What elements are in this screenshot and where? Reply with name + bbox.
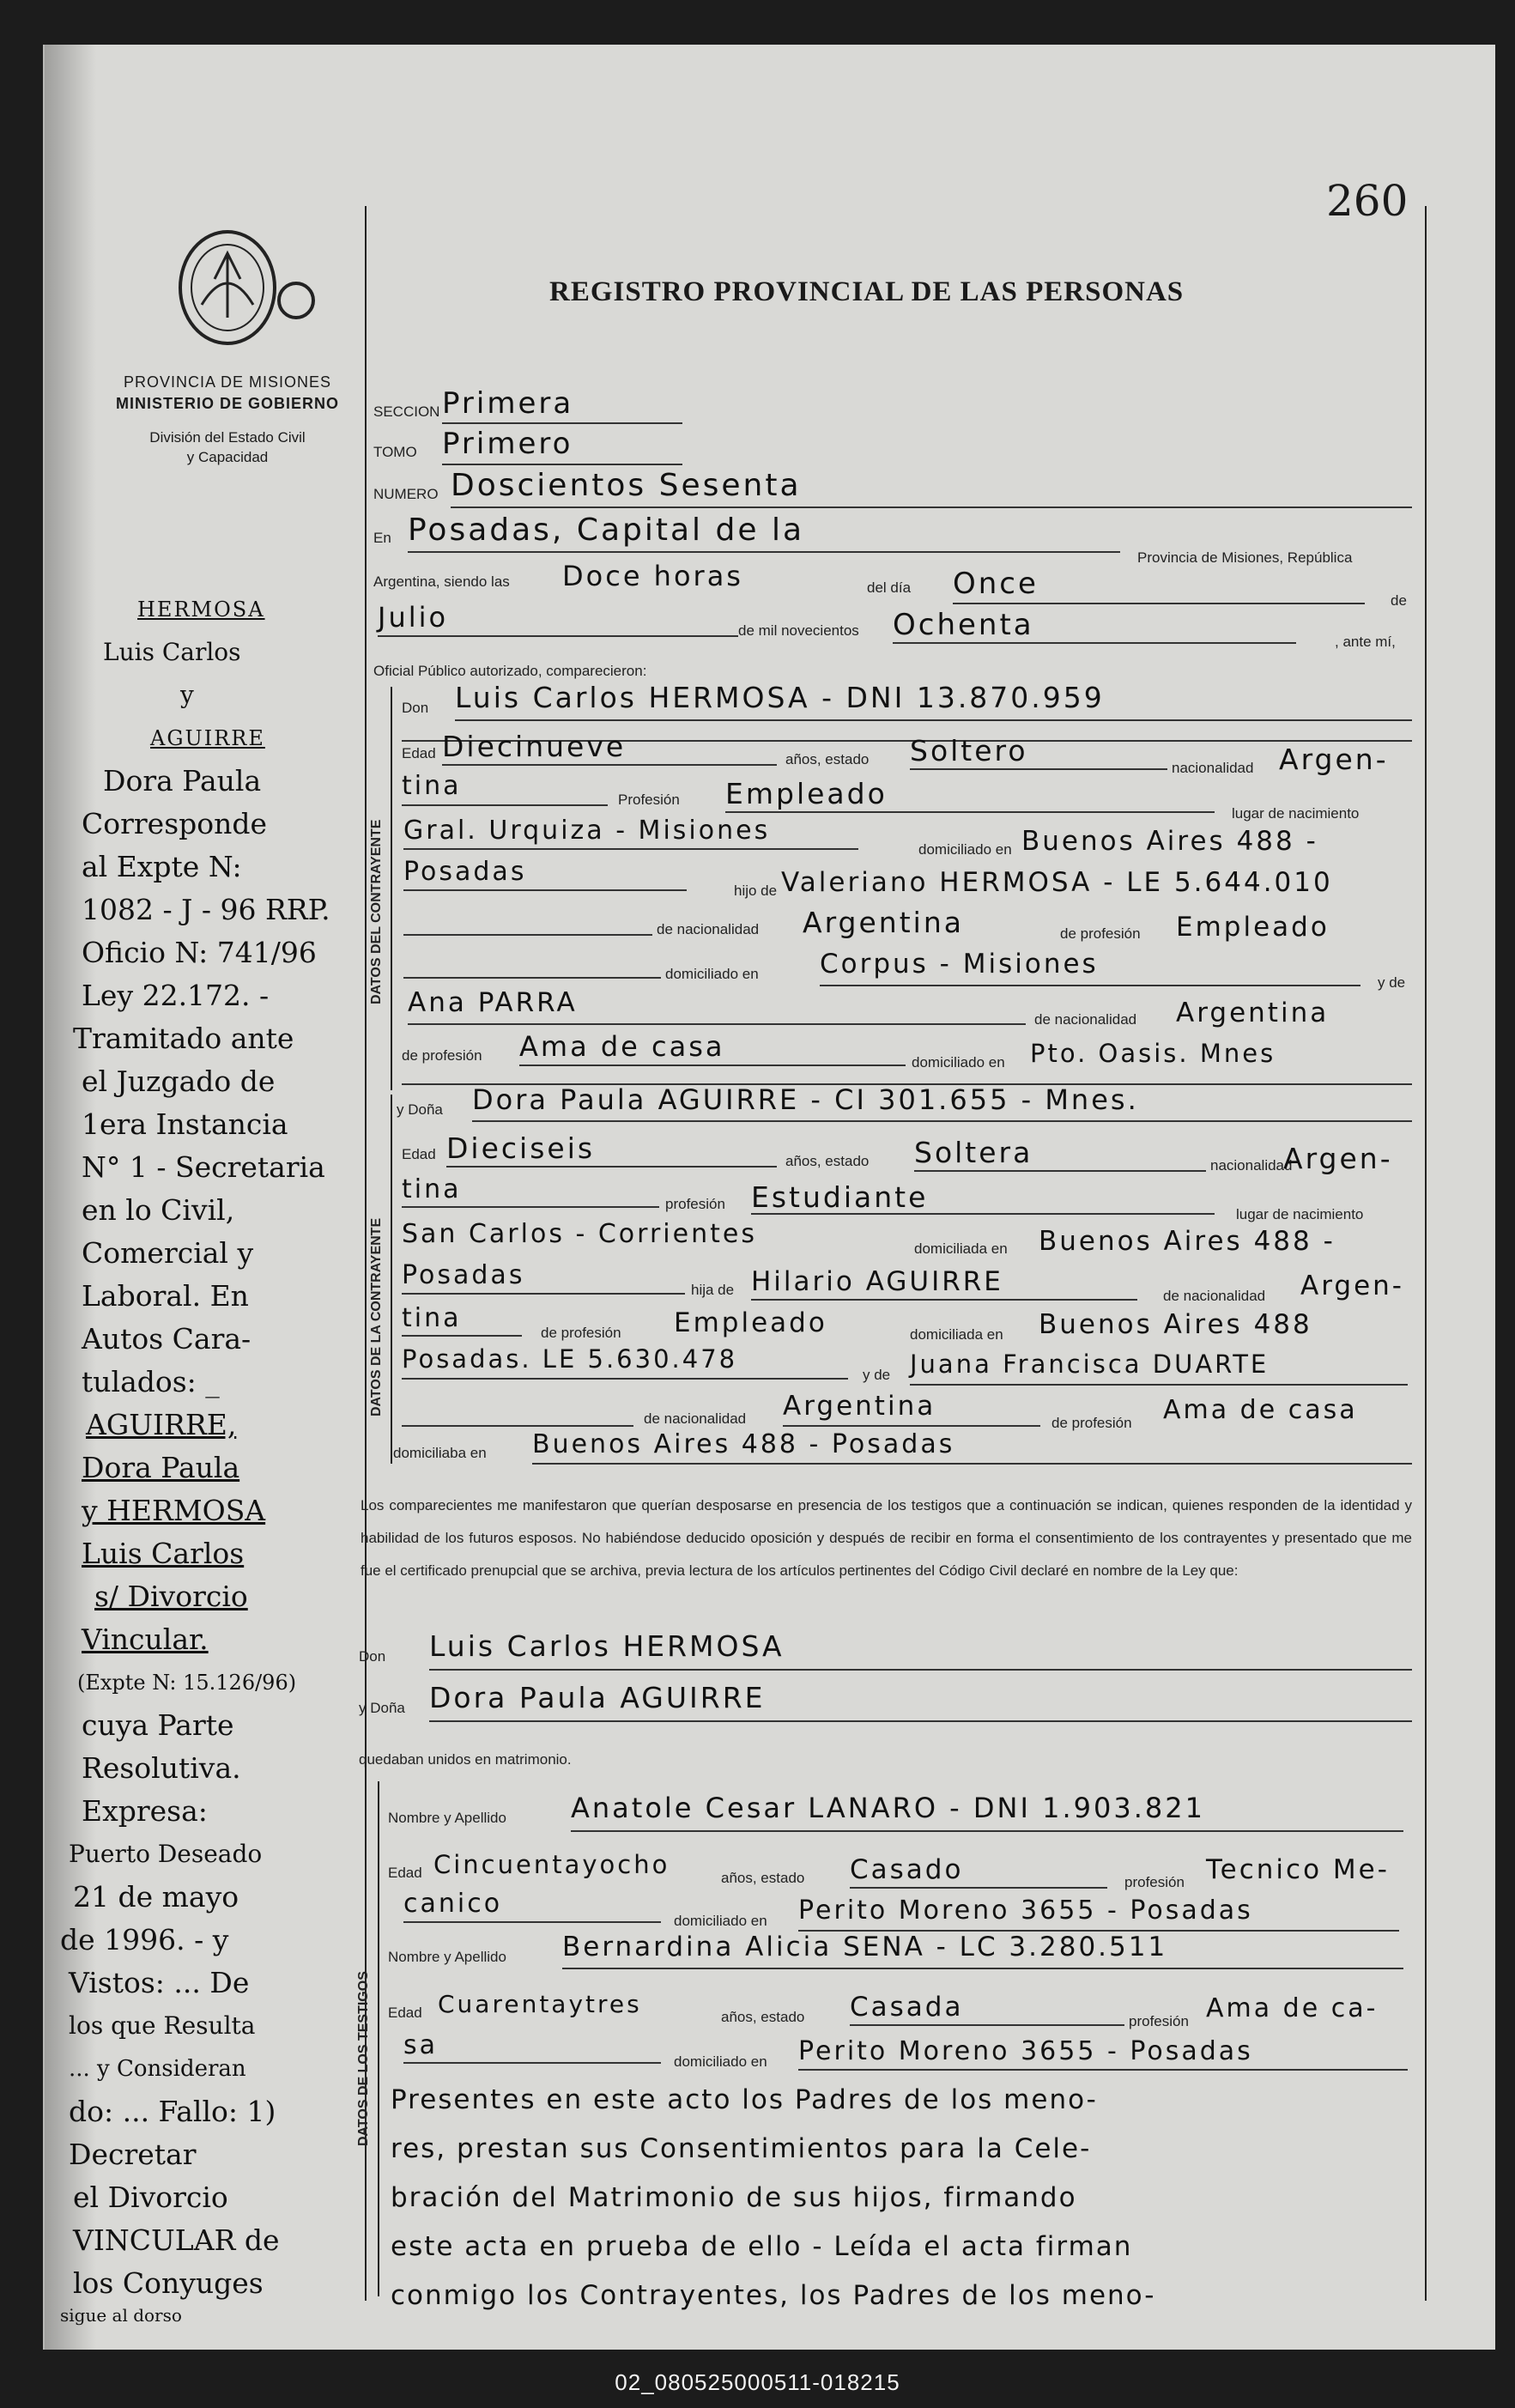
rule: [403, 977, 661, 979]
label-de-profesion-2: de profesión: [402, 1047, 482, 1064]
bride-madre-prof: Ama de casa: [1163, 1395, 1358, 1425]
margin-line: do: ... Fallo: 1): [69, 2095, 276, 2128]
bride-nacionalidad-2: tina: [402, 1174, 462, 1204]
value-mes: Julio: [378, 601, 449, 634]
groom-edad: Diecinueve: [442, 730, 627, 763]
bride-lugar: San Carlos - Corrientes: [402, 1219, 757, 1249]
label-anos-estado: años, estado: [785, 751, 870, 767]
margin-line: 1082 - J - 96 RRP.: [82, 893, 330, 926]
rule: [953, 603, 1365, 604]
label-domiciliaba: domiciliaba en: [393, 1445, 487, 1461]
rule: [850, 1887, 1107, 1889]
witness1-profesion: Tecnico Me-: [1206, 1854, 1390, 1885]
value-dia: Once: [953, 567, 1039, 601]
label-domiciliado-w1: domiciliado en: [674, 1913, 767, 1929]
witness2-name: Bernardina Alicia SENA - LC 3.280.511: [562, 1932, 1168, 1962]
rule: [442, 464, 682, 465]
dona-final: Dora Paula AGUIRRE: [429, 1681, 766, 1714]
margin-line: Dora Paula: [103, 764, 262, 798]
margin-line: Tramitado ante: [73, 1022, 294, 1055]
side-label-la-contrayente: DATOS DE LA CONTRAYENTE: [369, 1217, 384, 1416]
value-tomo: Primero: [442, 427, 573, 461]
label-hijo-de: hijo de: [734, 883, 778, 899]
label-numero: NUMERO: [373, 486, 439, 502]
rule: [914, 1170, 1206, 1172]
label-provincia: Provincia de Misiones, República: [1137, 549, 1353, 566]
margin-line: Expresa:: [82, 1794, 208, 1828]
label-argentina: Argentina, siendo las: [373, 573, 510, 590]
witness2-profesion-2: sa: [403, 2030, 439, 2060]
margin-annotation: [60, 588, 343, 2326]
bride-domicilio: Buenos Aires 488 -: [1039, 1226, 1336, 1257]
bride-madre-dom: Buenos Aires 488 - Posadas: [532, 1429, 955, 1459]
right-border: [1425, 206, 1427, 2301]
label-oficial: Oficial Público autorizado, comparecieron:: [373, 663, 647, 679]
label-edad-w2: Edad: [388, 2005, 422, 2021]
rule: [472, 1120, 1412, 1122]
value-en: Posadas, Capital de la: [408, 513, 804, 548]
label-nacionalidad-2: nacionalidad: [1210, 1157, 1293, 1174]
groom-lugar: Gral. Urquiza - Misiones: [403, 816, 771, 846]
label-de: de: [1391, 592, 1407, 609]
closing-line: Presentes en este acto los Padres de los meno-: [391, 2084, 1098, 2115]
rule: [783, 1425, 1040, 1427]
label-de-nacionalidad: de nacionalidad: [657, 921, 760, 937]
margin-line: Ley 22.172. -: [82, 979, 270, 1012]
label-nacionalidad: nacionalidad: [1172, 760, 1254, 776]
margin-line: Corresponde: [82, 807, 268, 840]
rule: [820, 985, 1360, 986]
groom-section-bracket: [391, 687, 392, 1090]
header-division-2: y Capacidad: [186, 449, 269, 465]
margin-line: los Conyuges: [73, 2266, 264, 2300]
don-final: Luis Carlos HERMOSA: [429, 1629, 785, 1663]
margin-line: 1era Instancia: [82, 1107, 288, 1141]
groom-padre-dom: Corpus - Misiones: [820, 949, 1099, 980]
label-anos-estado-w2: años, estado: [721, 2009, 805, 2025]
rule: [402, 804, 608, 806]
witness-section-bracket: [378, 1781, 379, 2296]
rule: [562, 1968, 1403, 1969]
margin-line: sigue al dorso: [60, 2305, 182, 2326]
closing-line: conmigo los Contrayentes, los Padres de los meno-: [391, 2280, 1156, 2311]
side-label-testigos: DATOS DE LOS TESTIGOS: [356, 1971, 371, 2146]
label-de-profesion: de profesión: [1060, 925, 1141, 942]
rule: [725, 811, 1215, 813]
margin-line: 21 de mayo: [73, 1880, 239, 1914]
closing-line: bración del Matrimonio de sus hijos, firmando: [391, 2182, 1077, 2213]
margin-line: y HERMOSA: [82, 1494, 266, 1527]
label-y-dona: y Doña: [397, 1101, 443, 1118]
value-horas: Doce horas: [562, 560, 743, 592]
bride-nacionalidad: Argen-: [1283, 1142, 1393, 1175]
label-anos-estado-w1: años, estado: [721, 1870, 805, 1886]
value-anio: Ochenta: [893, 608, 1034, 642]
rule: [402, 1425, 633, 1427]
margin-line: cuya Parte: [82, 1708, 234, 1742]
margin-line: Oficio N: 741/96: [82, 936, 317, 969]
label-hija-de: hija de: [691, 1282, 735, 1298]
groom-domicilio-2: Posadas: [403, 857, 527, 887]
rule: [408, 1023, 1026, 1025]
groom-profesion: Empleado: [725, 777, 888, 810]
label-anos-estado-2: años, estado: [785, 1153, 870, 1169]
margin-line: Luis Carlos: [82, 1537, 245, 1570]
rule: [429, 1669, 1412, 1671]
value-numero: Doscientos Sesenta: [451, 468, 802, 503]
label-domiciliada-2: domiciliada en: [910, 1326, 1003, 1343]
bride-padre-prof: Empleado: [674, 1307, 827, 1338]
margin-line: al Expte N:: [82, 850, 242, 883]
margin-line: (Expte N: 15.126/96): [77, 1671, 297, 1695]
document-id: 02_080525000511-018215: [615, 2369, 900, 2395]
label-de-nacionalidad-4: de nacionalidad: [644, 1410, 747, 1427]
label-lugar-nacimiento: lugar de nacimiento: [1232, 805, 1360, 822]
rule: [442, 422, 682, 424]
label-domiciliado: domiciliado en: [918, 841, 1012, 858]
header-ministry: MINISTERIO DE GOBIERNO: [115, 395, 340, 412]
margin-line: y: [180, 681, 194, 709]
label-seccion: SECCION: [373, 403, 440, 420]
margin-line: tulados: _: [82, 1365, 220, 1398]
rule: [910, 768, 1167, 770]
rule: [519, 1064, 906, 1066]
label-ante-mi: , ante mí,: [1335, 634, 1396, 650]
groom-padre-prof: Empleado: [1176, 912, 1330, 943]
label-don-final: Don: [359, 1648, 386, 1665]
rule: [751, 1299, 1137, 1301]
groom-nacionalidad: Argen-: [1279, 743, 1389, 776]
label-y-de: y de: [1378, 974, 1406, 991]
label-domiciliado-2: domiciliado en: [665, 966, 759, 982]
label-edad: Edad: [402, 745, 436, 761]
header-division: División del Estado Civil: [149, 429, 306, 446]
rule: [910, 1384, 1408, 1386]
label-edad-2: Edad: [402, 1146, 436, 1162]
bride-padre-dom-2: Posadas. LE 5.630.478: [402, 1344, 738, 1374]
label-en: En: [373, 530, 391, 546]
provincial-seal: [167, 227, 322, 356]
page-number: 260: [1326, 176, 1409, 226]
margin-line: N° 1 - Secretaria: [82, 1150, 325, 1184]
margin-line: AGUIRRE,: [86, 1408, 237, 1441]
rule: [402, 1335, 522, 1337]
label-don: Don: [402, 700, 429, 716]
value-seccion: Primera: [442, 386, 574, 421]
rule: [850, 2024, 1124, 2026]
margin-line: el Divorcio: [73, 2181, 228, 2214]
label-tomo: TOMO: [373, 444, 417, 460]
closing-line: res, prestan sus Consentimientos para la Cele-: [391, 2133, 1092, 2164]
bride-section-bracket: [391, 1095, 392, 1464]
groom-nacionalidad-2: tina: [402, 771, 462, 801]
rule: [403, 934, 652, 936]
groom-name: Luis Carlos HERMOSA - DNI 13.870.959: [455, 681, 1105, 714]
document-title: REGISTRO PROVINCIAL DE LAS PERSONAS: [549, 276, 1185, 307]
margin-line: Luis Carlos: [103, 638, 241, 666]
margin-line: Dora Paula: [82, 1451, 240, 1484]
witness2-domicilio: Perito Moreno 3655 - Posadas: [798, 2036, 1253, 2066]
bride-padre: Hilario AGUIRRE: [751, 1266, 1003, 1297]
label-de-mil: de mil novecientos: [738, 622, 859, 639]
margin-line: el Juzgado de: [82, 1064, 276, 1098]
witness1-profesion-2: canico: [403, 1889, 503, 1919]
margin-line: Puerto Deseado: [69, 1840, 263, 1868]
rule: [378, 635, 738, 637]
label-quedaban: quedaban unidos en matrimonio.: [359, 1751, 572, 1768]
bride-estado: Soltera: [914, 1136, 1033, 1169]
rule: [442, 764, 777, 766]
groom-madre-nac: Argentina: [1176, 998, 1330, 1028]
closing-text: [391, 2076, 1155, 2320]
label-nombre-apellido: Nombre y Apellido: [388, 1810, 506, 1826]
rule: [408, 551, 1120, 553]
margin-line: ... y Consideran: [69, 2056, 246, 2082]
bride-padre-nac-2: tina: [402, 1303, 462, 1333]
margin-line: Resolutiva.: [82, 1751, 241, 1785]
side-label-contrayente: DATOS DEL CONTRAYENTE: [369, 819, 384, 1004]
label-de-profesion-3: de profesión: [541, 1325, 621, 1341]
rule: [403, 889, 687, 891]
label-dona-final: y Doña: [359, 1700, 405, 1716]
label-nombre-apellido-2: Nombre y Apellido: [388, 1949, 506, 1965]
declaration-paragraph: Los comparecientes me manifestaron que querían desposarse en presencia de los testigos que a continuación se indican, quienes responden de la identidad y habilidad de los futuros esposos. No habiéndose deducido oposición y después de recibir en forma el consentimiento de los contrayentes y presentado que me fue el certificado prenupcial que se archiva, previa lectura de los artículos pertinentes del Código Civil declaré en nombre de la Ley que:: [361, 1497, 1412, 1579]
margin-line: VINCULAR de: [73, 2223, 280, 2257]
label-lugar-nacimiento-2: lugar de nacimiento: [1236, 1206, 1364, 1222]
rule: [403, 2062, 661, 2064]
margin-line: HERMOSA: [137, 597, 265, 622]
closing-line: este acta en prueba de ello - Leída el acta firman: [391, 2231, 1133, 2262]
margin-line: de 1996. - y: [60, 1923, 229, 1956]
label-domiciliado-3: domiciliado en: [912, 1054, 1005, 1071]
groom-padre: Valeriano HERMOSA - LE 5.644.010: [781, 867, 1333, 898]
rule: [532, 1463, 1412, 1465]
margin-line: en lo Civil,: [82, 1193, 235, 1227]
witness1-domicilio: Perito Moreno 3655 - Posadas: [798, 1895, 1253, 1926]
label-del-dia: del día: [867, 579, 912, 596]
rule: [402, 1206, 659, 1208]
groom-madre-prof: Ama de casa: [519, 1030, 725, 1063]
label-de-nacionalidad-3: de nacionalidad: [1163, 1288, 1266, 1304]
witness1-edad: Cincuentayocho: [433, 1850, 670, 1879]
rule: [571, 1830, 1403, 1832]
label-de-nacionalidad-2: de nacionalidad: [1034, 1011, 1137, 1028]
margin-line: Vincular.: [82, 1623, 209, 1656]
margin-line: Vistos: ... De: [69, 1966, 250, 1999]
label-edad-w1: Edad: [388, 1865, 422, 1881]
bride-padre-dom: Buenos Aires 488: [1039, 1309, 1312, 1340]
rule: [403, 1921, 661, 1923]
margin-line: Comercial y: [82, 1236, 254, 1270]
rule: [455, 719, 1412, 721]
rule: [451, 506, 1412, 508]
rule: [446, 1166, 777, 1168]
label-de-profesion-4: de profesión: [1051, 1415, 1132, 1431]
label-domiciliada: domiciliada en: [914, 1240, 1008, 1257]
witness2-profesion: Ama de ca-: [1206, 1993, 1379, 2023]
rule: [402, 1293, 685, 1295]
witness1-name: Anatole Cesar LANARO - DNI 1.903.821: [571, 1792, 1205, 1824]
label-y-de-2: y de: [863, 1367, 891, 1383]
margin-line: s/ Divorcio: [94, 1580, 248, 1613]
bride-madre-nac: Argentina: [783, 1391, 936, 1422]
rule: [893, 642, 1296, 644]
witness2-edad: Cuarentaytres: [438, 1990, 642, 2018]
groom-domicilio: Buenos Aires 488 -: [1021, 826, 1318, 857]
bride-padre-nac: Argen-: [1300, 1271, 1404, 1301]
rule: [402, 1378, 848, 1380]
label-domiciliado-w2: domiciliado en: [674, 2053, 767, 2070]
label-profesion-w1: profesión: [1124, 1874, 1185, 1890]
margin-line: Laboral. En: [82, 1279, 249, 1313]
label-profesion-2: profesión: [665, 1196, 725, 1212]
rule: [751, 1213, 1215, 1215]
groom-madre: Ana PARRA: [408, 987, 578, 1018]
rule: [403, 848, 858, 850]
groom-estado: Soltero: [910, 734, 1028, 767]
margin-line: los que Resulta: [69, 2011, 256, 2040]
rule: [798, 2069, 1408, 2071]
witness1-estado: Casado: [850, 1854, 964, 1885]
margin-line: Autos Cara-: [82, 1322, 251, 1356]
bride-edad: Dieciseis: [446, 1131, 596, 1165]
bride-madre: Juana Francisca DUARTE: [910, 1350, 1270, 1379]
margin-line: Decretar: [69, 2138, 197, 2171]
label-profesion: Profesión: [618, 792, 680, 808]
witness2-estado: Casada: [850, 1992, 964, 2023]
header-province: PROVINCIA DE MISIONES: [123, 373, 332, 391]
groom-madre-dom: Pto. Oasis. Mnes: [1030, 1039, 1276, 1068]
margin-line: AGUIRRE: [150, 726, 265, 750]
groom-padre-nac: Argentina: [803, 906, 964, 939]
bride-profesion: Estudiante: [751, 1180, 929, 1214]
label-profesion-w2: profesión: [1129, 2013, 1189, 2029]
rule: [429, 1720, 1412, 1722]
bride-domicilio-2: Posadas: [402, 1260, 525, 1290]
bride-name: Dora Paula AGUIRRE - CI 301.655 - Mnes.: [472, 1083, 1139, 1116]
